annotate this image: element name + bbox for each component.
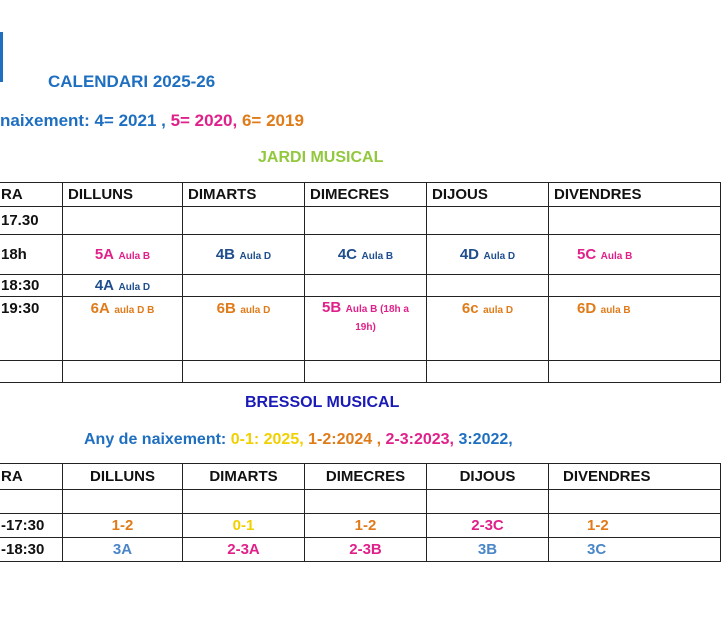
column-header-time: RA: [0, 183, 63, 207]
schedule-cell: [305, 361, 427, 383]
group-label: 6c: [461, 300, 479, 317]
schedule-cell: [549, 235, 721, 275]
table-row: [0, 207, 721, 235]
column-header-dilluns: DILLUNS: [63, 464, 183, 490]
bressol-legend-12: 1-2:2024 ,: [308, 431, 382, 448]
schedule-cell: [305, 490, 427, 514]
room-label: Aula B: [118, 250, 151, 262]
time-cell: -18:30: [0, 538, 63, 562]
schedule-cell: [63, 361, 183, 383]
column-header-dilluns: DILLUNS: [63, 183, 183, 207]
group-cell: 3B: [427, 538, 549, 562]
bressol-section-title: BRESSOL MUSICAL: [245, 394, 400, 411]
group-cell: 2-3B: [305, 538, 427, 562]
schedule-cell: [63, 297, 183, 361]
schedule-cell: [427, 297, 549, 361]
bressol-schedule-table: [0, 463, 721, 562]
table-row: [0, 361, 721, 383]
jardi-schedule-table: [0, 182, 721, 383]
schedule-cell: [63, 490, 183, 514]
schedule-cell: [63, 207, 183, 235]
bressol-birth-legend: [84, 431, 513, 449]
time-cell: 17.30: [0, 207, 63, 235]
schedule-cell: [63, 235, 183, 275]
group-label: 6A: [90, 300, 110, 317]
bressol-legend-prefix: Any de naixement:: [84, 431, 227, 448]
time-cell: [0, 490, 63, 514]
group-cell: 2-3A: [183, 538, 305, 562]
group-cell: 1-2: [305, 514, 427, 538]
group-label: 4B: [215, 245, 236, 263]
table-row: [0, 275, 721, 297]
time-cell: -17:30: [0, 514, 63, 538]
schedule-cell: [63, 275, 183, 297]
schedule-cell: [305, 207, 427, 235]
bressol-legend-23: 2-3:2023,: [385, 431, 454, 448]
group-cell: 3A: [63, 538, 183, 562]
bressol-legend-01: 0-1: 2025,: [230, 431, 304, 448]
time-cell: 19:30: [0, 297, 63, 361]
group-cell: 2-3C: [427, 514, 549, 538]
column-header-dijous: DIJOUS: [427, 464, 549, 490]
page-title: CALENDARI 2025-26: [48, 72, 216, 91]
column-header-divendres: DIVENDRES: [549, 183, 721, 207]
column-header-dimarts: DIMARTS: [183, 183, 305, 207]
column-header-dijous: DIJOUS: [427, 183, 549, 207]
room-label: Aula B (18h a 19h): [345, 304, 409, 333]
birth-legend-6: 6= 2019: [241, 111, 304, 130]
group-label: 4C: [337, 245, 358, 263]
bressol-legend-3: 3:2022,: [458, 431, 513, 448]
room-label: aula D: [483, 305, 514, 316]
group-label: 6D: [577, 300, 597, 317]
room-label: Aula D: [239, 250, 272, 262]
group-label: 5A: [94, 245, 115, 263]
group-label: 4D: [459, 245, 480, 263]
schedule-cell: [305, 297, 427, 361]
schedule-cell: [549, 275, 721, 297]
room-label: Aula D: [118, 281, 151, 293]
table-row: [0, 297, 721, 361]
schedule-cell: [427, 235, 549, 275]
column-header-divendres: DIVENDRES: [549, 464, 721, 490]
time-cell: 18h: [0, 235, 63, 275]
jardi-section-title: JARDI MUSICAL: [258, 149, 384, 166]
birth-legend-prefix: naixement: 4= 2021 ,: [0, 111, 166, 130]
group-cell: 1-2: [549, 514, 721, 538]
birth-legend-5: 5= 2020,: [170, 111, 238, 130]
schedule-cell: [183, 207, 305, 235]
column-header-dimecres: DIMECRES: [305, 183, 427, 207]
schedule-cell: [183, 361, 305, 383]
schedule-cell: [305, 275, 427, 297]
schedule-cell: [183, 235, 305, 275]
table-row: [0, 538, 721, 562]
table-header-row: [0, 464, 721, 490]
left-accent-bar: [0, 32, 3, 82]
table-row: [0, 490, 721, 514]
schedule-cell: [183, 275, 305, 297]
schedule-cell: [549, 297, 721, 361]
room-label: aula D: [240, 305, 271, 316]
column-header-dimecres: DIMECRES: [305, 464, 427, 490]
table-header-row: [0, 183, 721, 207]
schedule-cell: [183, 490, 305, 514]
room-label: aula B: [600, 305, 631, 316]
schedule-cell: [305, 235, 427, 275]
schedule-cell: [549, 207, 721, 235]
schedule-cell: [549, 361, 721, 383]
room-label: Aula D: [483, 250, 516, 262]
column-header-time: RA: [0, 464, 63, 490]
room-label: aula D B: [114, 305, 155, 316]
schedule-cell: [183, 297, 305, 361]
room-label: Aula B: [361, 250, 394, 262]
birth-year-legend: [0, 111, 304, 131]
group-cell: 0-1: [183, 514, 305, 538]
table-row: [0, 514, 721, 538]
group-cell: 3C: [549, 538, 721, 562]
schedule-cell: [549, 490, 721, 514]
group-label: 5C: [577, 245, 597, 263]
schedule-cell: [427, 490, 549, 514]
schedule-cell: [427, 361, 549, 383]
group-label: 4A: [94, 276, 115, 294]
schedule-cell: [427, 275, 549, 297]
column-header-dimarts: DIMARTS: [183, 464, 305, 490]
group-label: 5B: [322, 299, 342, 316]
time-cell: 18:30: [0, 275, 63, 297]
group-cell: 1-2: [63, 514, 183, 538]
room-label: Aula B: [600, 250, 633, 262]
table-row: [0, 235, 721, 275]
group-label: 6B: [216, 300, 236, 317]
schedule-cell: [427, 207, 549, 235]
time-cell: [0, 361, 63, 383]
